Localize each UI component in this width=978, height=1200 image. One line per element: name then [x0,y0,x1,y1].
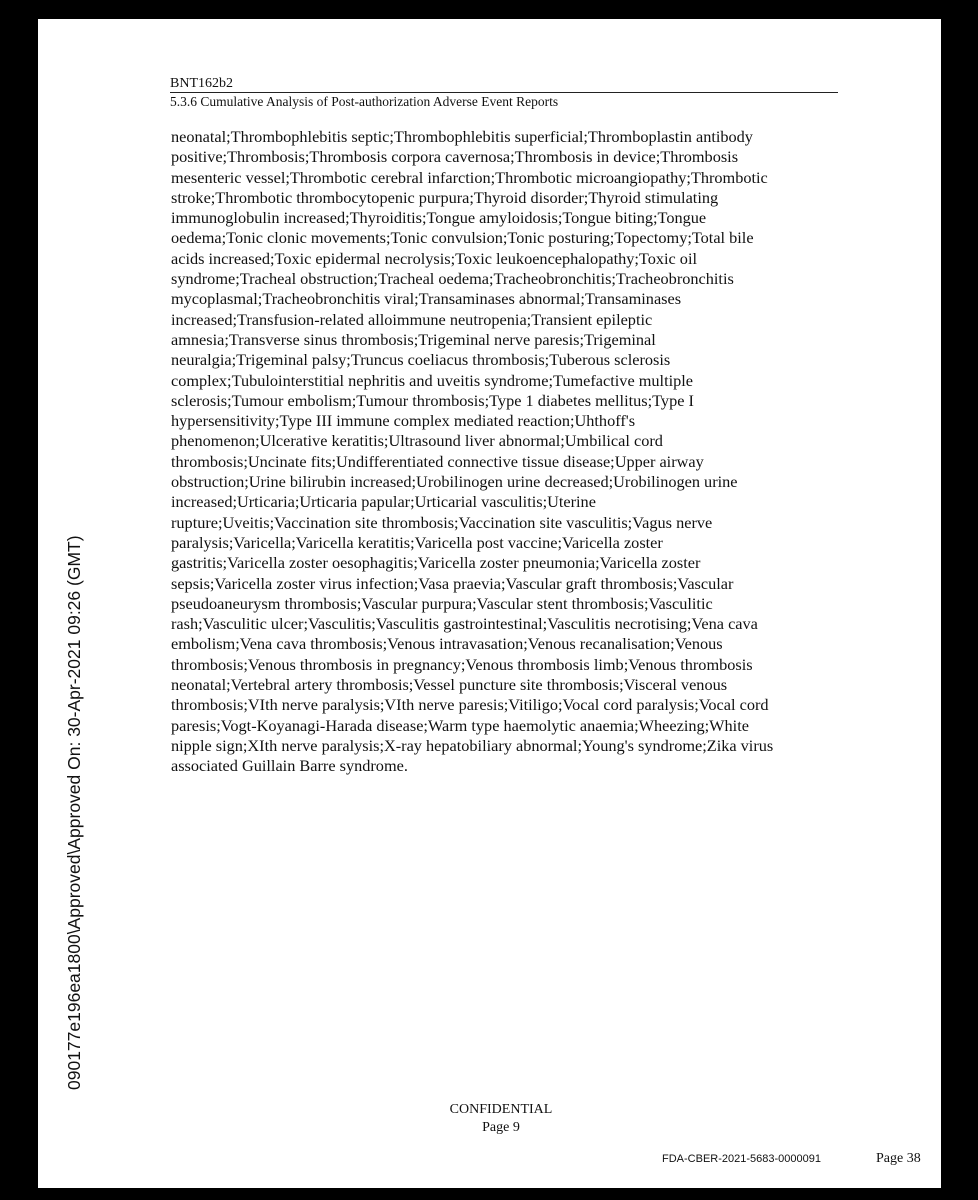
body-line: increased;Transfusion-related alloimmune neutropenia;Transient epileptic [171,309,653,329]
footer-confidential-block [438,1101,564,1137]
body-line: mycoplasmal;Tracheobronchitis viral;Transaminases abnormal;Transaminases [171,289,682,309]
body-line: positive;Thrombosis;Thrombosis corpora cavernosa;Thrombosis in device;Thrombosis [171,147,739,167]
body-line: associated Guillain Barre syndrome. [171,756,408,776]
body-line: sclerosis;Tumour embolism;Tumour thrombosis;Type 1 diabetes mellitus;Type I [171,390,694,410]
body-line: paresis;Vogt-Koyanagi-Harada disease;Warm type haemolytic anaemia;Wheezing;White [171,715,749,735]
body-line: immunoglobulin increased;Thyroiditis;Tongue amyloidosis;Tongue biting;Tongue [171,208,707,228]
body-line: mesenteric vessel;Thrombotic cerebral infarction;Thrombotic microangiopathy;Thrombotic [171,167,768,187]
document-page [38,19,941,1188]
body-text [171,127,846,777]
document-id: BNT162b2 [170,76,233,91]
body-line: gastritis;Varicella zoster oesophagitis;Varicella zoster pneumonia;Varicella zoster [171,553,701,573]
body-line: paralysis;Varicella;Varicella keratitis;Varicella post vaccine;Varicella zoster [171,532,663,552]
body-line: hypersensitivity;Type III immune complex mediated reaction;Uhthoff's [171,411,636,431]
body-line: acids increased;Toxic epidermal necrolysis;Toxic leukoencephalopathy;Toxic oil [171,248,697,268]
body-line: complex;Tubulointerstitial nephritis and uveitis syndrome;Tumefactive multiple [171,370,694,390]
body-line: amnesia;Transverse sinus thrombosis;Trigeminal nerve paresis;Trigeminal [171,329,656,349]
body-line: stroke;Thrombotic thrombocytopenic purpura;Thyroid disorder;Thyroid stimulating [171,187,719,207]
section-title: 5.3.6 Cumulative Analysis of Post-authorization Adverse Event Reports [170,92,838,110]
body-line: phenomenon;Ulcerative keratitis;Ultrasound liver abnormal;Umbilical cord [171,431,663,451]
body-line: nipple sign;XIth nerve paralysis;X-ray hepatobiliary abnormal;Young's syndrome;Zika virus [171,735,774,755]
body-line: neuralgia;Trigeminal palsy;Truncus coeliacus thrombosis;Tuberous sclerosis [171,350,671,370]
body-line: thrombosis;Venous thrombosis in pregnancy;Venous thrombosis limb;Venous thrombosis [171,654,753,674]
body-line: obstruction;Urine bilirubin increased;Urobilinogen urine decreased;Urobilinogen urine [171,472,738,492]
body-line: pseudoaneurysm thrombosis;Vascular purpura;Vascular stent thrombosis;Vasculitic [171,593,713,613]
body-line: increased;Urticaria;Urticaria papular;Urticarial vasculitis;Uterine [171,492,596,512]
body-line: sepsis;Varicella zoster virus infection;Vasa praevia;Vascular graft thrombosis;Vascular [171,573,734,593]
body-line: embolism;Vena cava thrombosis;Venous intravasation;Venous recanalisation;Venous [171,634,723,654]
body-line: neonatal;Thrombophlebitis septic;Thrombophlebitis superficial;Thromboplastin antibody [171,127,753,146]
body-line: neonatal;Vertebral artery thrombosis;Vessel puncture site thrombosis;Visceral venous [171,675,728,695]
approval-stamp-text: 090177e196ea1800\Approved\Approved On: 30-Apr-2021 09:26 (GMT) [64,535,84,1090]
body-line: thrombosis;VIth nerve paralysis;VIth nerve paresis;Vitiligo;Vocal cord paralysis;Vocal cord [171,695,769,715]
confidential-label: CONFIDENTIAL [449,1102,553,1117]
body-line: thrombosis;Uncinate fits;Undifferentiated connective tissue disease;Upper airway [171,451,704,471]
page-header [170,75,838,110]
body-line: rupture;Uveitis;Vaccination site thrombosis;Vaccination site vasculitis;Vagus nerve [171,512,713,532]
fda-document-id: FDA-CBER-2021-5683-0000091 [662,1153,821,1165]
body-line: rash;Vasculitic ulcer;Vasculitis;Vasculitis gastrointestinal;Vasculitis necrotising;Vena cava [171,614,758,634]
body-line: syndrome;Tracheal obstruction;Tracheal oedema;Tracheobronchitis;Tracheobronchitis [171,269,734,289]
outer-page-number: Page 38 [876,1151,921,1166]
body-line: oedema;Tonic clonic movements;Tonic convulsion;Tonic posturing;Topectomy;Total bile [171,228,754,248]
inner-page-number: Page 9 [482,1120,520,1135]
